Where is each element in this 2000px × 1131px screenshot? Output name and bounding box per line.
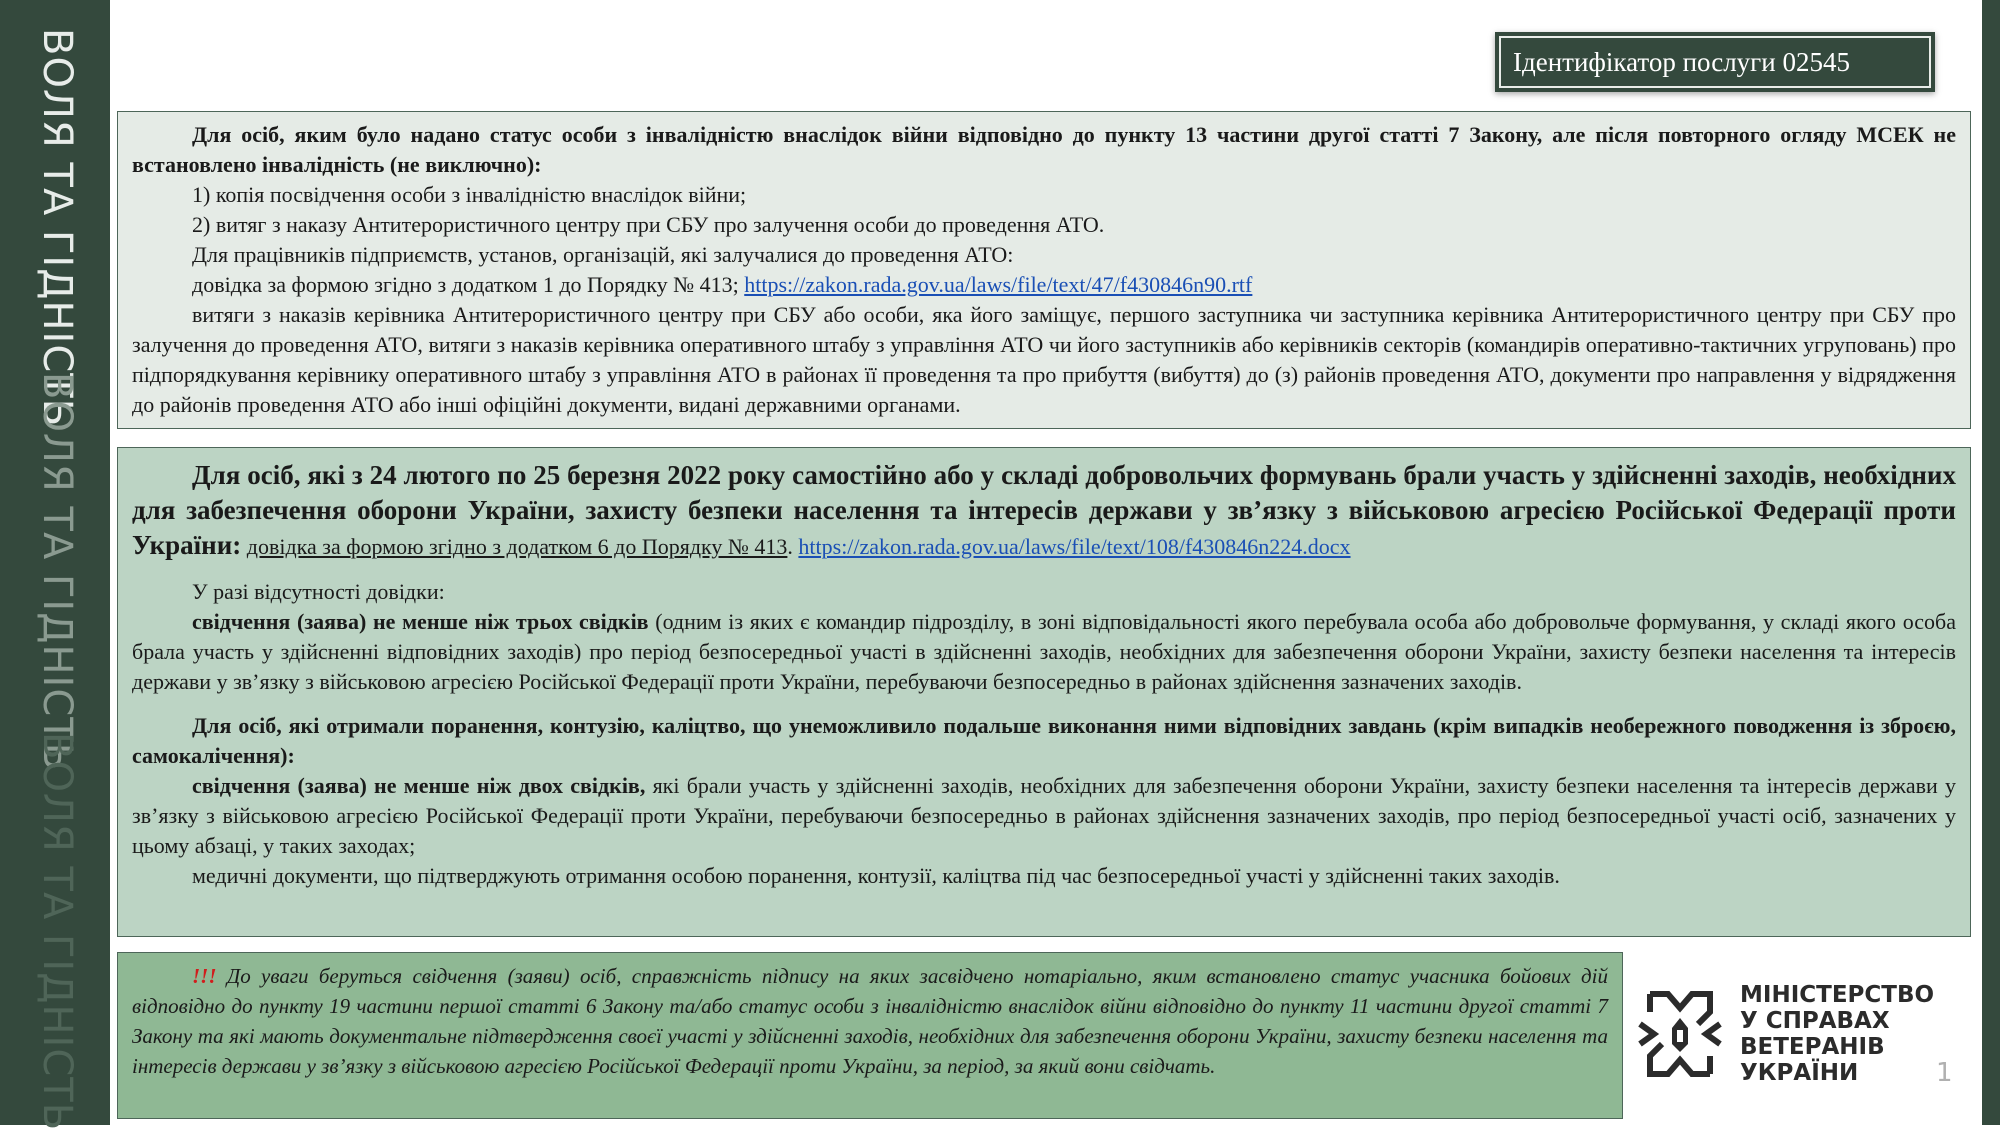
panel2-two-witnesses [132, 771, 1956, 861]
panel2-heading-text: Для осіб, які з 24 лютого по 25 березня 2022 року самостійно або у складі добровольчих формувань брали участь у здійсненні заходів, необхідних для забезпечення оборони України, захисту безпеки населення та інтересів держави у зв’язку з військовою агресією Російської Федерації проти України: [132, 460, 1956, 560]
panel2-doc-dot: . [787, 534, 793, 559]
ministry-logo [1630, 982, 1940, 1087]
attention-marker: !!! [192, 964, 217, 988]
panel-disability-status [117, 111, 1971, 429]
sidebar-slogan: ВОЛЯ ТА ГІДНІСТЬ [34, 372, 80, 772]
left-sidebar [0, 0, 110, 1131]
ministry-emblem-icon [1630, 984, 1730, 1084]
certificate-text: довідка за формою згідно з додатком 1 до Порядку № 413; [192, 272, 739, 297]
panel-volunteers [117, 447, 1971, 937]
attention-text: До уваги беруться свідчення (заяви) осіб, справжність підпису на яких засвідчено нотаріально, яким встановлено статус учасника бойових дій відповідно до пункту 19 частини першої статті 6 Закону та/або статус особи з інвалідністю внаслідок війни відповідно до пункту 11 частини другої статті 7 Закону та які мають документальне підтвердження своєї участі у здійсненні заходів, необхідних для забезпечення оборони України, захисту безпеки населення та інтересів держави у зв’язку з військовою агресією Російської Федерації проти України, за період, за який вони свідчать. [132, 964, 1608, 1078]
two-witnesses-rest: які брали участь у здійсненні заходів, необхідних для забезпечення оборони України, захисту безпеки населення та інтересів держави у зв’язку з військовою агресією Російської Федерації проти України, перебуваючи безпосередньо в районах здійснення зазначених заходів, про період безпосередньої участі осіб, зазначених у цьому абзаці, у таких заходах; [132, 773, 1957, 858]
panel2-three-witnesses [132, 607, 1956, 697]
panel1-item-1: 1) копія посвідчення особи з інвалідністю внаслідок війни; [192, 182, 747, 207]
ministry-name-line: УКРАЇНИ [1740, 1060, 1859, 1086]
certificate-link[interactable]: https://zakon.rada.gov.ua/laws/file/text/47/f430846n90.rtf [744, 272, 1253, 297]
three-witnesses-rest: (одним із яких є командир підрозділу, в зоні відповідальності якого перебувала особа або добровольче формування, у складі якого особа брала участь у здійсненні відповідних заходів) про період безпосередньої участі в здійсненні заходів, необхідних для забезпечення оборони України, захисту безпеки населення та інтересів держави у зв’язку з військовою агресією Російської Федерації проти України, перебуваючи безпосередньо в районах здійснення зазначених заходів. [132, 609, 1956, 694]
panel2-injury-heading: Для осіб, які отримали поранення, контузію, каліцтво, що унеможливило подальше виконання ними відповідних завдань (крім випадків необережного поводження із зброєю, самокалічення): [132, 713, 1956, 768]
panel1-workers: Для працівників підприємств, установ, організацій, які залучалися до проведення АТО: [192, 242, 1014, 267]
panel1-extracts: витяги з наказів керівника Антитерористичного центру при СБУ або особи, яка його заміщує, першого заступника чи заступника керівника Антитерористичного центру при СБУ про залучення до проведення АТО, витяги з наказів керівника оперативного штабу з управління АТО чи його заступників або керівників секторів (командирів оперативно-тактичних угруповань) про підпорядкування керівнику оперативного штабу з управління АТО в районах її проведення та про прибуття (вибуття) до (з) районів проведення АТО, документи про направлення у відрядження до районів проведення АТО або інші офіційні документи, видані державними органами. [132, 302, 1956, 417]
panel-attention-note [117, 952, 1623, 1119]
panel2-doc-text: довідка за формою згідно з додатком 6 до Порядку № 413 [246, 534, 788, 559]
page-number: 1 [1936, 1058, 1953, 1088]
panel2-absence: У разі відсутності довідки: [192, 579, 445, 604]
panel1-certificate [132, 270, 1956, 300]
panel2-medical: медичні документи, що підтверджують отримання особою поранення, контузії, каліцтва під час безпосередньої участі у здійсненні таких заходів. [192, 863, 1560, 888]
ministry-name-line: ВЕТЕРАНІВ [1740, 1034, 1885, 1060]
sidebar-slogan: ВОЛЯ ТА ГІДНІСТЬ [34, 28, 80, 428]
ministry-name-line: У СПРАВАХ [1740, 1008, 1890, 1034]
ministry-name [1740, 982, 1934, 1086]
panel1-heading: Для осіб, яким було надано статус особи з інвалідністю внаслідок війни відповідно до пункту 13 частини другої статті 7 Закону, але після повторного огляду МСЕК не встановлено інвалідність (не виключно): [132, 122, 1956, 177]
attention-note [132, 961, 1608, 1081]
panel2-doc-link[interactable]: https://zakon.rada.gov.ua/laws/file/text/108/f430846n224.docx [798, 534, 1351, 559]
sidebar-slogan: ВОЛЯ ТА ГІДНІСТЬ [34, 732, 80, 1131]
panel2-heading [132, 458, 1956, 563]
panel1-item-2: 2) витяг з наказу Антитерористичного центру при СБУ про залучення особи до проведення АТО. [192, 212, 1105, 237]
two-witnesses-bold: свідчення (заява) не менше ніж двох свідків, [192, 773, 646, 798]
ministry-name-line: МІНІСТЕРСТВО [1740, 982, 1935, 1008]
right-edge-bar [1982, 0, 2000, 1125]
service-id-label: Ідентифікатор послуги 02545 [1499, 36, 1931, 88]
service-id-box [1495, 32, 1935, 92]
three-witnesses-bold: свідчення (заява) не менше ніж трьох свідків [192, 609, 649, 634]
